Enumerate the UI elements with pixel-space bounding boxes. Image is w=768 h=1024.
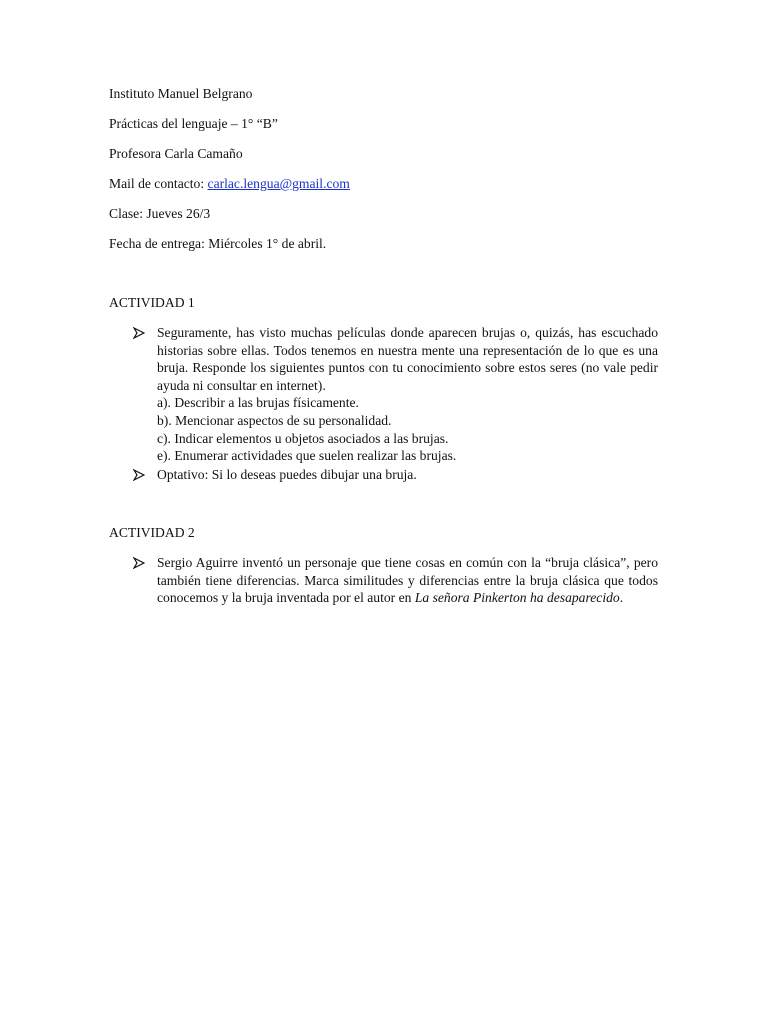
class-date: Clase: Jueves 26/3 [109, 206, 211, 221]
activity-2-text [157, 554, 658, 607]
teacher-name: Profesora Carla Camaño [109, 146, 243, 161]
arrow-bullet-icon [133, 554, 149, 572]
due-date: Fecha de entrega: Miércoles 1° de abril. [109, 236, 327, 251]
activity-1-intro: Seguramente, has visto muchas películas donde aparecen brujas o, quizás, has escuchado historias sobre ellas. Todos tenemos en nuestra mente una representación de lo que es una bruja. Responde los siguientes puntos con tu conocimiento sobre estos seres (no vale pedir ayuda ni consultar en internet). [157, 325, 658, 393]
activity-1-optional: Optativo: Si lo deseas puedes dibujar una bruja. [157, 467, 417, 482]
activity-2-title: ACTIVIDAD 2 [109, 525, 195, 540]
activity-1-optional-item [133, 466, 658, 484]
activity-1-bullet-item [133, 324, 658, 465]
activity-1-title: ACTIVIDAD 1 [109, 295, 195, 310]
activity-1-item-e: e). Enumerar actividades que suelen realizar las brujas. [157, 448, 457, 464]
arrow-bullet-icon [133, 466, 149, 484]
activity-2-end: . [619, 590, 624, 606]
institute-name: Instituto Manuel Belgrano [109, 86, 253, 101]
mail-link[interactable]: carlac.lengua@gmail.com [207, 176, 350, 191]
mail-label: Mail de contacto: [109, 176, 208, 191]
activity-2-bullet-item [133, 554, 658, 607]
arrow-bullet-icon [133, 324, 149, 342]
book-title: La señora Pinkerton ha desaparecido [414, 590, 620, 606]
contact-line [109, 175, 350, 193]
activity-1-item-c: c). Indicar elementos u objetos asociados a las brujas. [157, 430, 449, 446]
activity-1-item-a: a). Describir a las brujas físicamente. [157, 395, 359, 411]
course-name: Prácticas del lenguaje – 1° “B” [109, 116, 278, 131]
activity-2-body: Sergio Aguirre inventó un personaje que tiene cosas en común con la “bruja clásica”, pero también tiene diferencias. Marca similitudes y diferencias entre la bruja clásica que todos conocemos y la bruja inventada por el autor en [157, 555, 658, 606]
activity-1-item-b: b). Mencionar aspectos de su personalidad. [157, 412, 392, 428]
